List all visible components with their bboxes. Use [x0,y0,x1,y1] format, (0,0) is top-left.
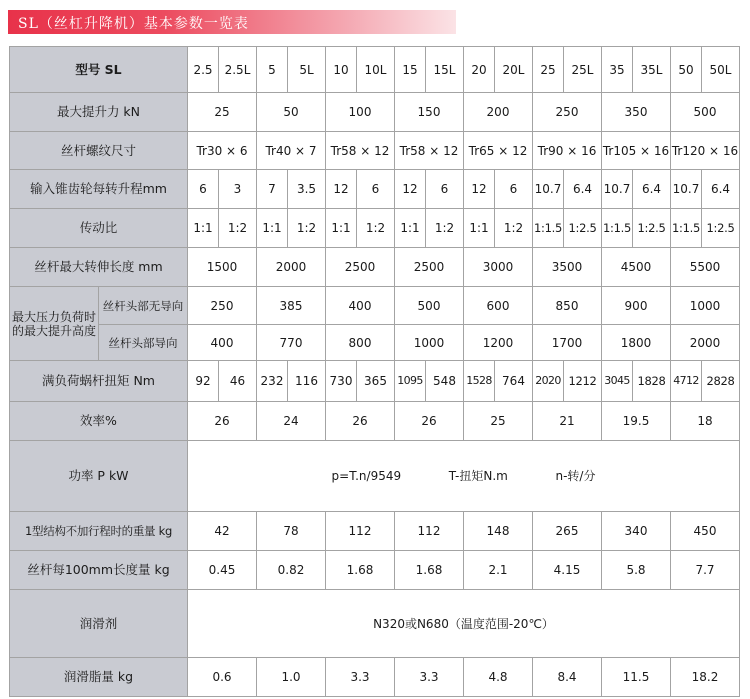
max-extension-cell: 1500 [188,248,257,287]
model-cell: 2.5 [188,47,219,93]
ratio-cell: 1:2 [219,209,257,248]
weight-cell: 112 [395,512,464,551]
model-cell: 20 [464,47,495,93]
model-cell: 2.5L [219,47,257,93]
model-cell: 50L [702,47,740,93]
screw-weight-cell: 0.45 [188,551,257,590]
ratio-cell: 1:1.5 [671,209,702,248]
weight-cell: 340 [602,512,671,551]
row-label: 丝杆每100mm长度量 kg [10,551,188,590]
row-label: 满负荷蜗杆扭矩 Nm [10,361,188,402]
model-cell: 10 [326,47,357,93]
row-label: 润滑剂 [10,590,188,658]
stroke-cell: 10.7 [602,170,633,209]
thread-cell: Tr65 × 12 [464,132,533,170]
max-extension-cell: 5500 [671,248,740,287]
stroke-cell: 6 [188,170,219,209]
torque-cell: 2828 [702,361,740,402]
efficiency-cell: 25 [464,402,533,441]
power-formula-cell [188,441,740,512]
row-label: 润滑脂量 kg [10,658,188,697]
row-max-height-guide [10,325,740,361]
model-cell: 25L [564,47,602,93]
efficiency-cell: 26 [395,402,464,441]
page-title: SL（丝杠升降机）基本参数一览表 [18,16,249,32]
efficiency-cell: 26 [188,402,257,441]
torque-cell: 764 [495,361,533,402]
torque-cell: 548 [426,361,464,402]
torque-cell: 4712 [671,361,702,402]
row-stroke-per-rev [10,170,740,209]
stroke-cell: 12 [326,170,357,209]
torque-cell: 92 [188,361,219,402]
max-extension-cell: 3500 [533,248,602,287]
model-cell: 50 [671,47,702,93]
max-extension-cell: 3000 [464,248,533,287]
torque-cell: 1095 [395,361,426,402]
grease-cell: 3.3 [326,658,395,697]
row-power [10,441,740,512]
ratio-cell: 1:2 [495,209,533,248]
row-max-lift [10,93,740,132]
grease-cell: 1.0 [257,658,326,697]
model-cell: 25 [533,47,564,93]
row-weight [10,512,740,551]
max-lift-cell: 200 [464,93,533,132]
torque-cell: 3045 [602,361,633,402]
guide-cell: 1700 [533,325,602,361]
model-cell: 10L [357,47,395,93]
stroke-cell: 10.7 [533,170,564,209]
ratio-cell: 1:2 [426,209,464,248]
torque-cell: 2020 [533,361,564,402]
guide-cell: 800 [326,325,395,361]
row-efficiency [10,402,740,441]
row-lubricant [10,590,740,658]
power-formula: p=T.n/9549 [331,469,402,483]
thread-cell: Tr58 × 12 [395,132,464,170]
max-lift-cell: 25 [188,93,257,132]
ratio-cell: 1:1 [395,209,426,248]
stroke-cell: 10.7 [671,170,702,209]
no-guide-cell: 900 [602,287,671,325]
torque-cell: 365 [357,361,395,402]
torque-definition: T-扭矩N.m [448,469,508,483]
guide-cell: 1200 [464,325,533,361]
stroke-cell: 7 [257,170,288,209]
ratio-cell: 1:1 [326,209,357,248]
max-lift-cell: 350 [602,93,671,132]
max-lift-cell: 500 [671,93,740,132]
stroke-cell: 3.5 [288,170,326,209]
screw-weight-cell: 0.82 [257,551,326,590]
row-label: 型号 SL [10,47,188,93]
guide-label: 丝杆头部导向 [99,325,188,361]
grease-cell: 4.8 [464,658,533,697]
row-model [10,47,740,93]
row-max-height-no-guide [10,287,740,325]
guide-cell: 400 [188,325,257,361]
row-max-extension [10,248,740,287]
max-height-label [10,287,99,361]
grease-cell: 0.6 [188,658,257,697]
stroke-cell: 6 [426,170,464,209]
screw-weight-cell: 2.1 [464,551,533,590]
screw-weight-cell: 5.8 [602,551,671,590]
guide-cell: 2000 [671,325,740,361]
screw-weight-cell: 1.68 [395,551,464,590]
model-cell: 5L [288,47,326,93]
weight-cell: 42 [188,512,257,551]
no-guide-cell: 250 [188,287,257,325]
lubricant-cell: N320或N680（温度范围-20℃） [188,590,740,658]
weight-cell: 112 [326,512,395,551]
max-lift-cell: 250 [533,93,602,132]
max-lift-cell: 150 [395,93,464,132]
ratio-cell: 1:1.5 [533,209,564,248]
model-cell: 15 [395,47,426,93]
efficiency-cell: 21 [533,402,602,441]
weight-cell: 148 [464,512,533,551]
row-label: 丝杆螺纹尺寸 [10,132,188,170]
row-label: 输入锥齿轮每转升程mm [10,170,188,209]
ratio-cell: 1:2 [288,209,326,248]
guide-cell: 770 [257,325,326,361]
torque-cell: 730 [326,361,357,402]
guide-cell: 1000 [395,325,464,361]
torque-cell: 46 [219,361,257,402]
row-label: 1型结构不加行程时的重量 kg [10,512,188,551]
stroke-cell: 6.4 [564,170,602,209]
no-guide-cell: 600 [464,287,533,325]
model-cell: 35L [633,47,671,93]
row-ratio [10,209,740,248]
stroke-cell: 12 [464,170,495,209]
row-label: 最大提升力 kN [10,93,188,132]
efficiency-cell: 26 [326,402,395,441]
torque-cell: 1212 [564,361,602,402]
ratio-cell: 1:1 [464,209,495,248]
ratio-cell: 1:2 [357,209,395,248]
stroke-cell: 12 [395,170,426,209]
grease-cell: 18.2 [671,658,740,697]
stroke-cell: 6 [357,170,395,209]
row-screw-weight [10,551,740,590]
model-cell: 5 [257,47,288,93]
row-torque [10,361,740,402]
grease-cell: 3.3 [395,658,464,697]
torque-cell: 232 [257,361,288,402]
ratio-cell: 1:1 [257,209,288,248]
no-guide-label: 丝杆头部无导向 [99,287,188,325]
grease-cell: 11.5 [602,658,671,697]
row-label: 传动比 [10,209,188,248]
max-extension-cell: 2000 [257,248,326,287]
thread-cell: Tr40 × 7 [257,132,326,170]
title-banner [8,10,456,34]
stroke-cell: 6 [495,170,533,209]
stroke-cell: 6.4 [702,170,740,209]
ratio-cell: 1:2.5 [702,209,740,248]
max-extension-cell: 2500 [395,248,464,287]
torque-cell: 1528 [464,361,495,402]
thread-cell: Tr90 × 16 [533,132,602,170]
weight-cell: 78 [257,512,326,551]
ratio-cell: 1:1 [188,209,219,248]
screw-weight-cell: 7.7 [671,551,740,590]
thread-cell: Tr120 × 16 [671,132,740,170]
weight-cell: 450 [671,512,740,551]
no-guide-cell: 385 [257,287,326,325]
row-label: 丝杆最大转伸长度 mm [10,248,188,287]
max-height-label-line1: 最大压力负荷时 [11,309,96,324]
stroke-cell: 6.4 [633,170,671,209]
ratio-cell: 1:1.5 [602,209,633,248]
row-label: 功率 P kW [10,441,188,512]
ratio-cell: 1:2.5 [633,209,671,248]
screw-weight-cell: 4.15 [533,551,602,590]
row-label: 效率% [10,402,188,441]
efficiency-cell: 24 [257,402,326,441]
thread-cell: Tr58 × 12 [326,132,395,170]
row-thread [10,132,740,170]
model-cell: 15L [426,47,464,93]
thread-cell: Tr105 × 16 [602,132,671,170]
weight-cell: 265 [533,512,602,551]
ratio-cell: 1:2.5 [564,209,602,248]
efficiency-cell: 18 [671,402,740,441]
screw-weight-cell: 1.68 [326,551,395,590]
no-guide-cell: 400 [326,287,395,325]
speed-definition: n-转/分 [555,469,596,483]
model-cell: 35 [602,47,633,93]
efficiency-cell: 19.5 [602,402,671,441]
grease-cell: 8.4 [533,658,602,697]
row-grease [10,658,740,697]
guide-cell: 1800 [602,325,671,361]
spec-table [9,46,740,697]
model-cell: 20L [495,47,533,93]
max-height-label-line2: 的最大提升高度 [11,323,96,338]
no-guide-cell: 1000 [671,287,740,325]
max-extension-cell: 2500 [326,248,395,287]
no-guide-cell: 850 [533,287,602,325]
torque-cell: 1828 [633,361,671,402]
max-extension-cell: 4500 [602,248,671,287]
no-guide-cell: 500 [395,287,464,325]
max-lift-cell: 100 [326,93,395,132]
stroke-cell: 3 [219,170,257,209]
thread-cell: Tr30 × 6 [188,132,257,170]
torque-cell: 116 [288,361,326,402]
max-lift-cell: 50 [257,93,326,132]
